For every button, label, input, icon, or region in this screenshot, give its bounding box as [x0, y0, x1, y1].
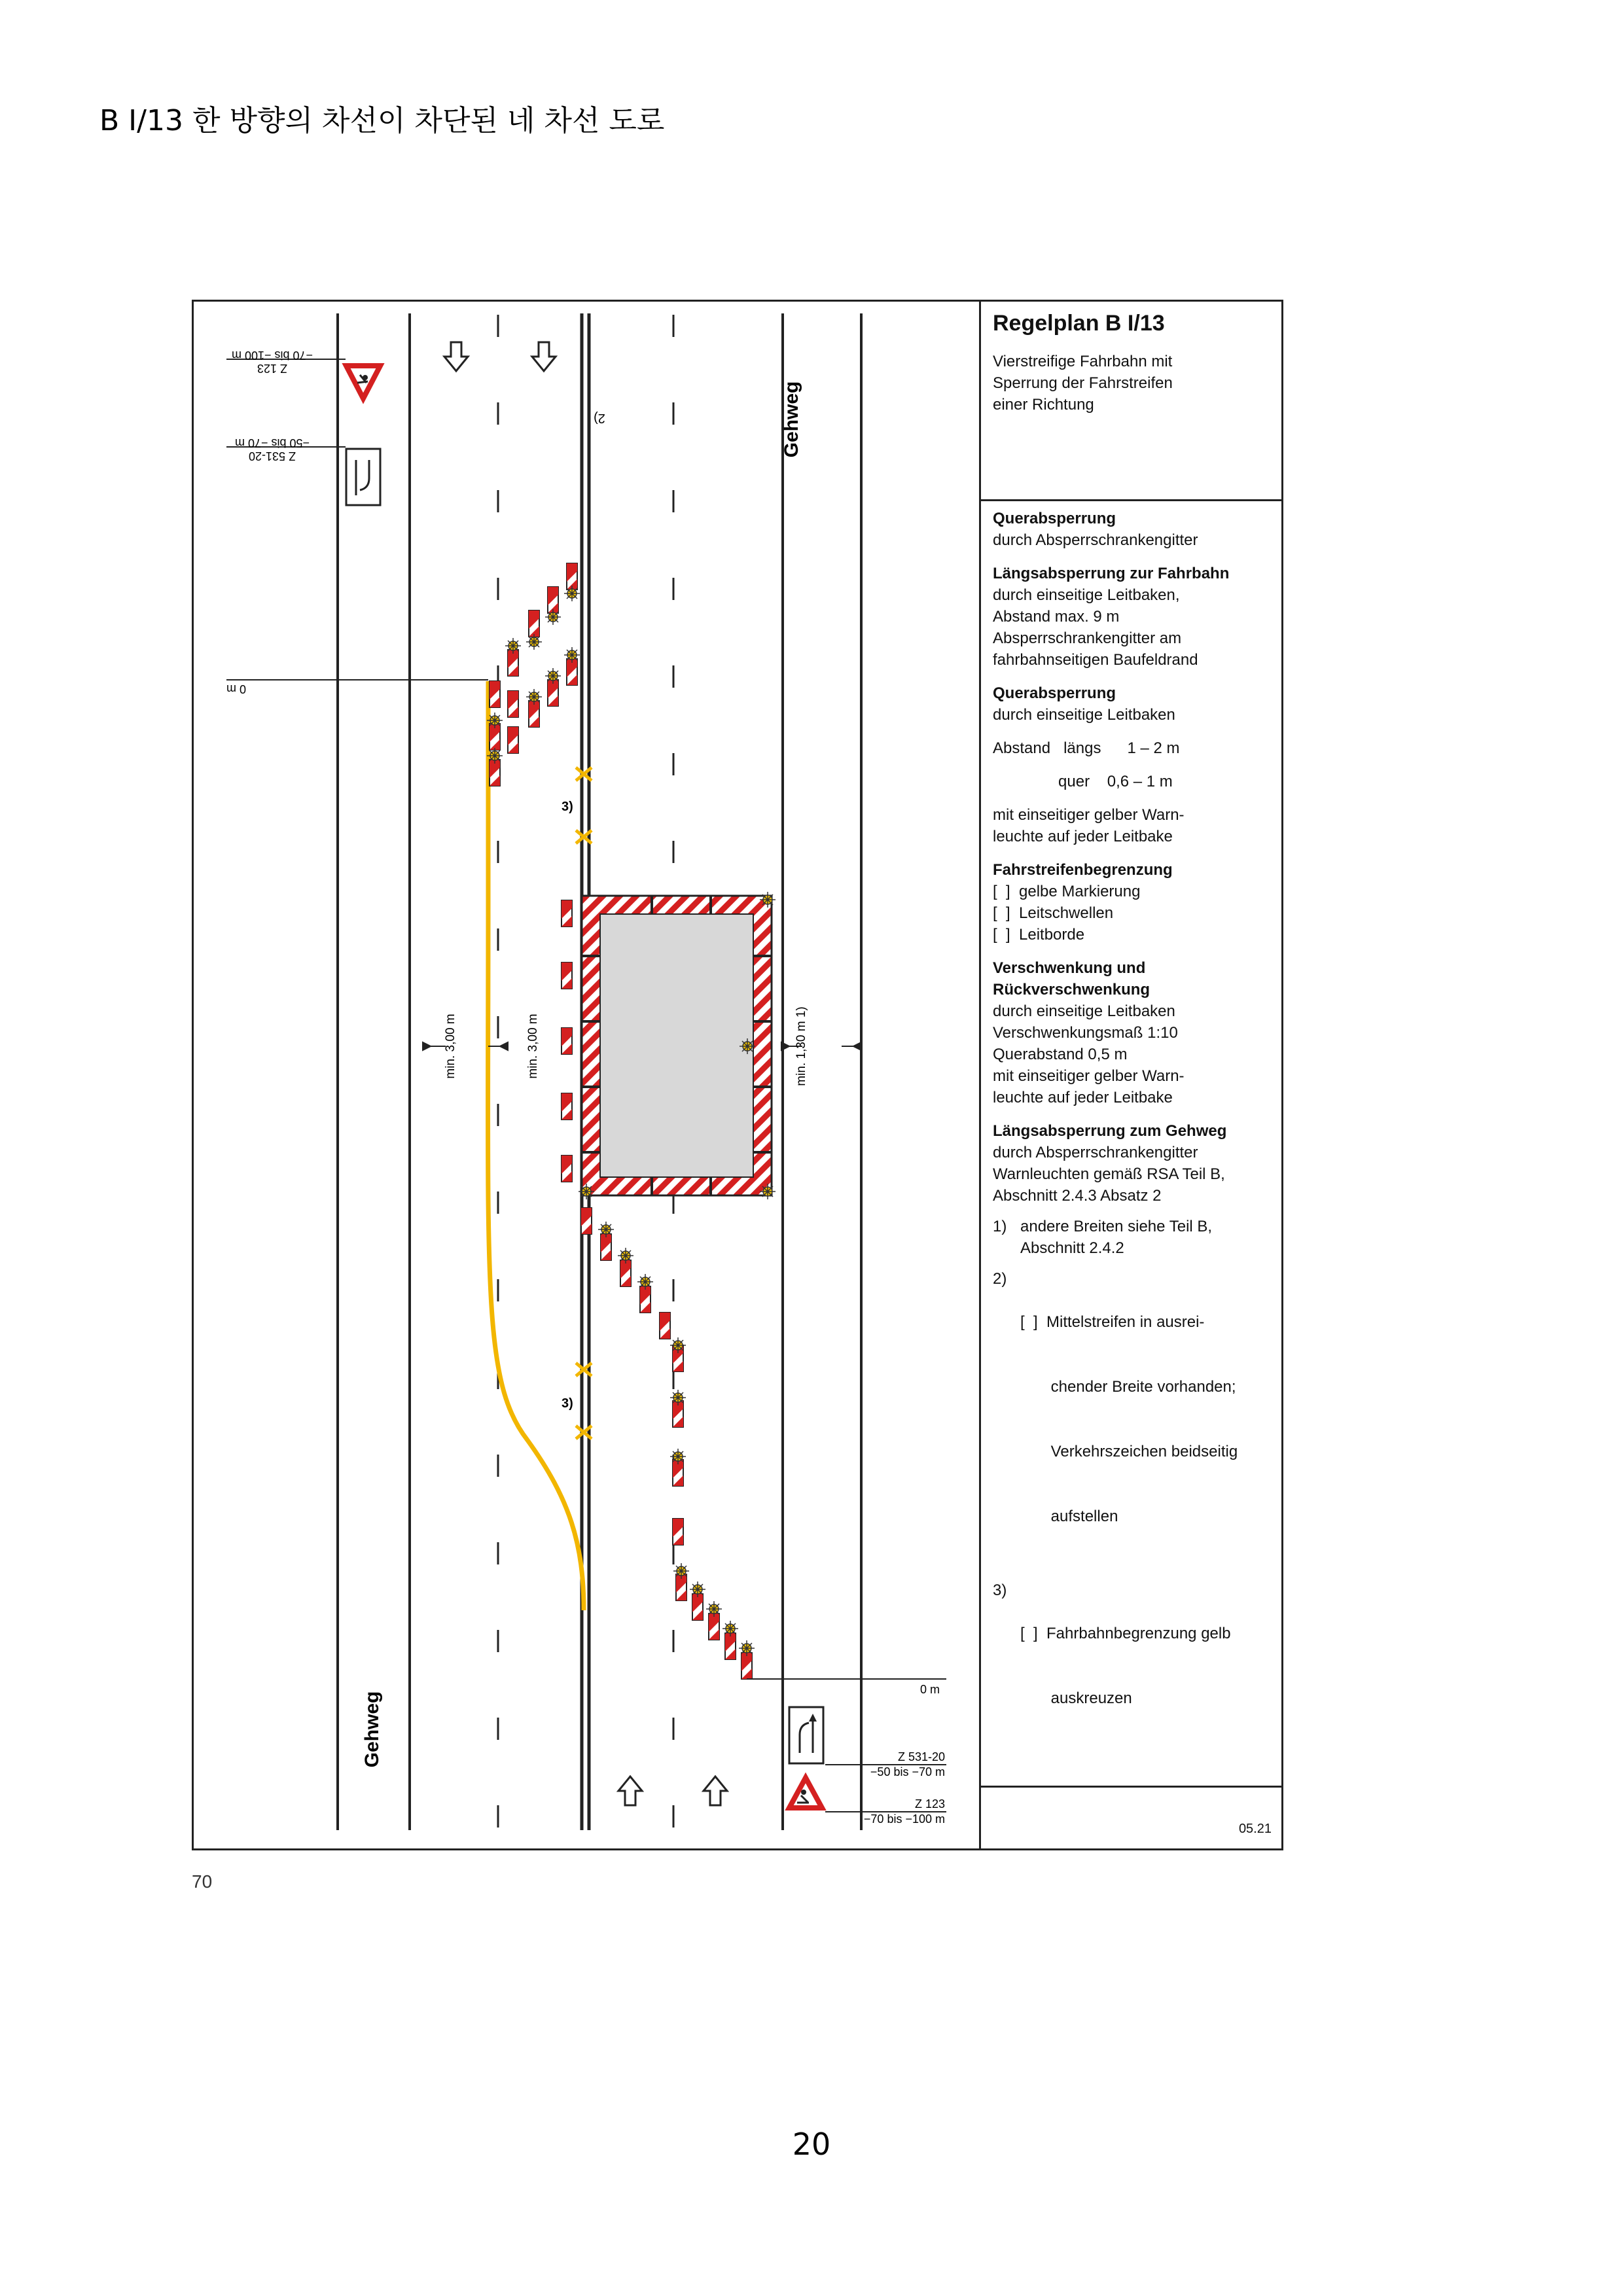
- page-number: 20: [792, 2127, 831, 2162]
- leitbake: [709, 1614, 719, 1640]
- sign-code: Z 531-20: [248, 450, 296, 463]
- legend-text: durch Absperrschrankengitter: [993, 1144, 1198, 1161]
- beacons-along-site: [562, 900, 572, 1182]
- legend-text: mit einseitiger gelber Warn-: [993, 806, 1185, 824]
- leitbake: [741, 1653, 752, 1679]
- leitbake: [660, 1313, 670, 1339]
- sign-z531-bottom: [789, 1707, 946, 1778]
- regelplan-sheet: [192, 300, 1283, 1850]
- legend-text: Absperrschrankengitter am: [993, 629, 1182, 647]
- leitbake: [581, 1208, 592, 1234]
- legend-text: Verschwenkungsmaß 1:10: [993, 1024, 1178, 1042]
- gehweg-label: Gehweg: [781, 381, 802, 458]
- footnote: 2) [ ] Mittelstreifen in ausrei- chender Breite vorhanden; Verkehrszeichen beidseitig aufstellen: [993, 1270, 1238, 1525]
- leitbake: [562, 963, 572, 989]
- leitbake: [529, 610, 539, 637]
- legend-footer: [981, 1786, 1283, 1848]
- page-heading: B I/13 한 방향의 차선이 차단된 네 차선 도로: [99, 104, 665, 137]
- sign-code: Z 531-20: [897, 1750, 945, 1763]
- sign-distance: −50 bis −70 m: [870, 1765, 945, 1778]
- sign-z531-top: [226, 436, 380, 505]
- book-page-number: 70: [192, 1871, 213, 1892]
- width-label: min. 3,00 m: [526, 1014, 540, 1079]
- legend-text: quer 0,6 – 1 m: [993, 773, 1173, 790]
- leitbake: [673, 1519, 683, 1545]
- zero-meter-label: 0 m: [919, 1683, 940, 1696]
- legend-text: leuchte auf jeder Leitbake: [993, 828, 1173, 845]
- sign-distance: −70 bis −100 m: [231, 349, 313, 362]
- footnote-2-marker: 2): [594, 411, 605, 425]
- legend-text: durch Absperrschrankengitter: [993, 531, 1198, 549]
- legend-title: Fahrstreifenbegrenzung: [993, 861, 1173, 879]
- legend-title: Längsabsperrung zur Fahrbahn: [993, 565, 1230, 582]
- plan-title: Regelplan B I/13: [993, 311, 1165, 336]
- leitbake: [562, 1093, 572, 1120]
- legend-text: leuchte auf jeder Leitbake: [993, 1089, 1173, 1106]
- legend-text: mit einseitiger gelber Warn-: [993, 1067, 1185, 1085]
- legend-option: [ ] Leitborde: [993, 926, 1085, 944]
- arrow-up-icon: [618, 1776, 642, 1805]
- sign-code: Z 123: [257, 362, 288, 375]
- arrow-down-icon: [444, 342, 468, 371]
- legend-title: Längsabsperrung zum Gehweg: [993, 1122, 1227, 1140]
- legend-option: [ ] Leitschwellen: [993, 904, 1114, 922]
- sign-distance: −70 bis −100 m: [863, 1812, 945, 1826]
- lane-change-sign-icon: [346, 449, 380, 505]
- legend-title: Rückverschwenkung: [993, 981, 1150, 998]
- legend-text: Abschnitt 2.4.3 Absatz 2: [993, 1187, 1162, 1205]
- footnote: 3) [ ] Fahrbahnbegrenzung gelb auskreuzen: [993, 1581, 1231, 1707]
- footnote: 1) andere Breiten siehe Teil B, Abschnitt 2.4.2: [993, 1218, 1213, 1257]
- legend-text: durch einseitige Leitbaken: [993, 706, 1175, 724]
- leitbake: [508, 691, 518, 717]
- leitbake: [725, 1633, 736, 1659]
- sign-z123-bottom: [789, 1778, 946, 1826]
- construction-area: [600, 914, 753, 1177]
- taper-lower: [581, 1208, 755, 1679]
- legend-text: durch einseitige Leitbaken,: [993, 586, 1180, 604]
- leitbake: [562, 1156, 572, 1182]
- sign-code: Z 123: [914, 1797, 945, 1810]
- zero-mark-bottom: [747, 1679, 946, 1696]
- legend-header: [981, 302, 1283, 501]
- arrow-up-icon: [704, 1776, 727, 1805]
- gehweg-label: Gehweg: [361, 1691, 383, 1768]
- leitbake: [562, 1028, 572, 1054]
- legend-column: [979, 302, 1283, 1848]
- legend-title: Querabsperrung: [993, 684, 1116, 702]
- legend-text: Abstand max. 9 m: [993, 608, 1120, 626]
- legend-text: durch einseitige Leitbaken: [993, 1002, 1175, 1020]
- leitbake: [490, 681, 500, 707]
- sign-distance: −50 bis −70 m: [234, 436, 310, 450]
- legend-text: Querabstand 0,5 m: [993, 1046, 1128, 1063]
- road-diagram: [194, 302, 979, 1848]
- sign-z123-top: [226, 349, 380, 398]
- legend-text: fahrbahnseitigen Baufeldrand: [993, 651, 1198, 669]
- width-label: min. 3,00 m: [444, 1014, 457, 1079]
- legend-body: [981, 501, 1283, 1759]
- footnote-3-marker: 3): [562, 800, 573, 814]
- width-label: min. 1,30 m 1): [794, 1006, 808, 1086]
- taper-upper: [487, 563, 580, 786]
- work-site: [579, 892, 776, 1199]
- arrow-down-icon: [532, 342, 556, 371]
- zero-mark-top: [226, 680, 488, 696]
- leitbake: [601, 1234, 611, 1260]
- plan-subtitle: Vierstreifige Fahrbahn mit Sperrung der Fahrstreifen einer Richtung: [993, 353, 1173, 414]
- leitbake: [692, 1594, 703, 1620]
- leitbake: [508, 727, 518, 753]
- footnote-3-marker: 3): [562, 1396, 573, 1411]
- leitbake: [562, 900, 572, 927]
- lane-change-sign-icon: [789, 1707, 823, 1763]
- legend-text: Abstand längs 1 – 2 m: [993, 739, 1180, 757]
- leitbake: [620, 1260, 631, 1286]
- leitbake: [640, 1286, 651, 1313]
- legend-title: Verschwenkung und: [993, 959, 1146, 977]
- legend-text: Warnleuchten gemäß RSA Teil B,: [993, 1165, 1225, 1183]
- zero-meter-label: 0 m: [226, 682, 247, 696]
- date-code: 05.21: [1238, 1822, 1272, 1836]
- yellow-temporary-marking: [488, 694, 584, 1610]
- legend-title: Querabsperrung: [993, 510, 1116, 527]
- legend-option: [ ] gelbe Markierung: [993, 883, 1141, 900]
